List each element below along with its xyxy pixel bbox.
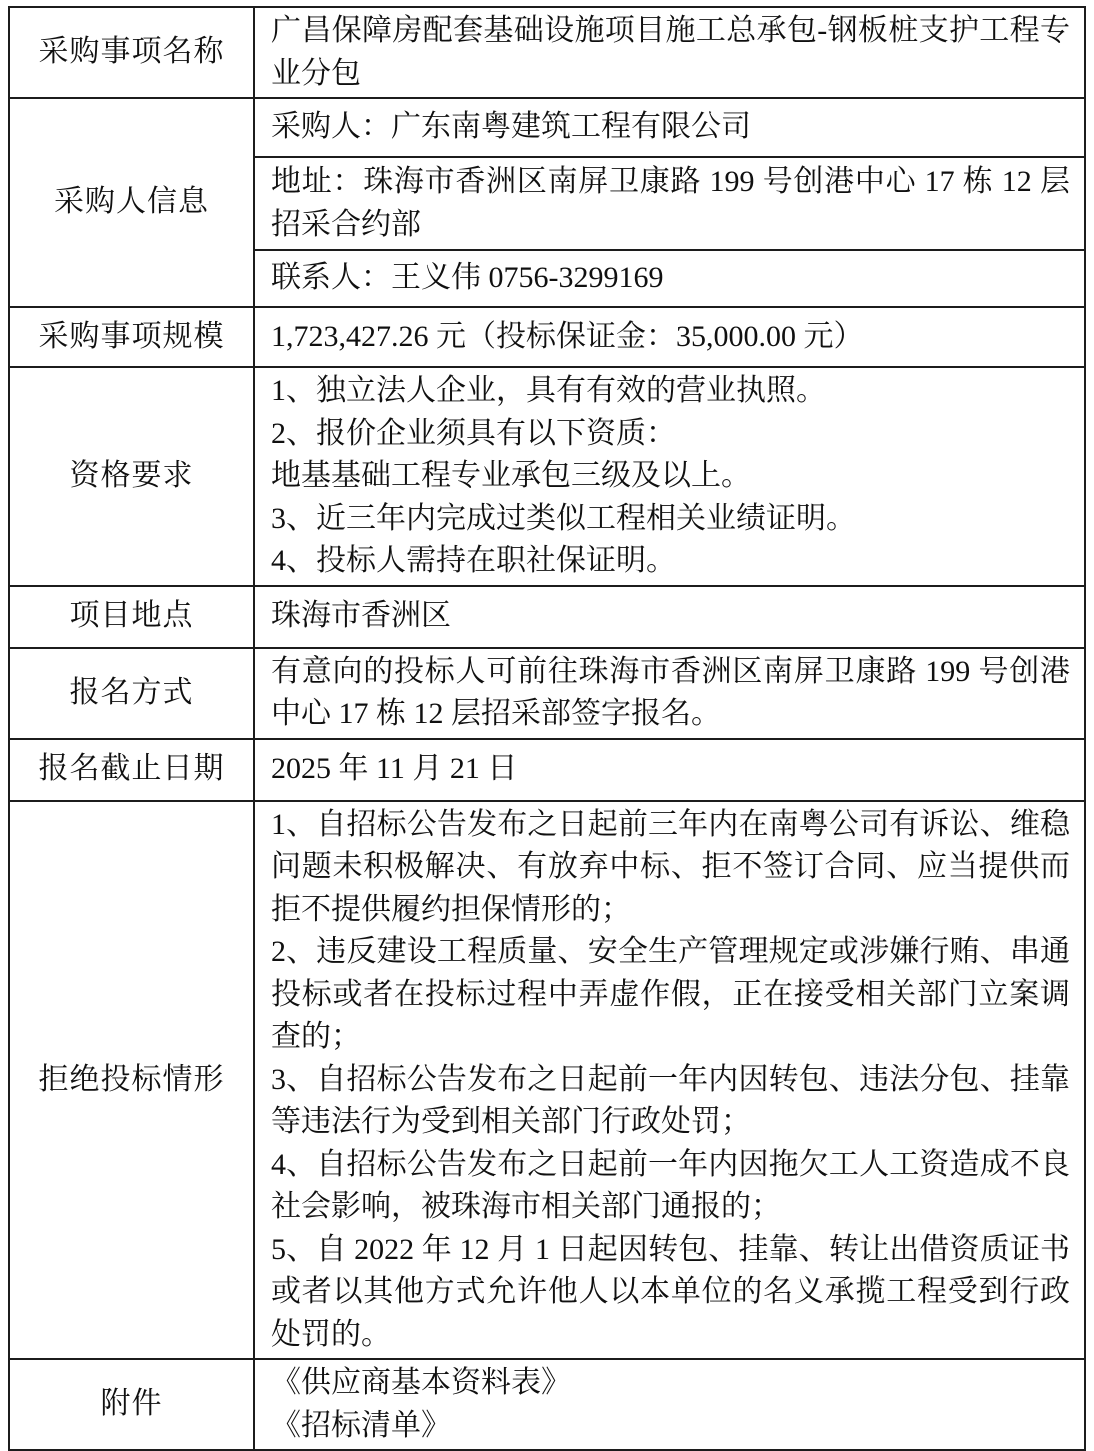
table-row [9, 801, 1085, 1360]
attachment-item: 《招标清单》 [271, 1408, 451, 1442]
row-label-item-name: 采购事项名称 [9, 7, 254, 98]
purchaser-contact-value: 联系人：王义伟 0756-3299169 [254, 250, 1085, 307]
procurement-notice-document [8, 6, 1086, 1451]
purchaser-value: 采购人：广东南粤建筑工程有限公司 [254, 98, 1085, 157]
registration-value: 有意向的投标人可前往珠海市香洲区南屏卫康路 199 号创港中心 17 栋 12 层招采部签字报名。 [254, 648, 1085, 739]
purchaser-address-value: 地址：珠海市香洲区南屏卫康路 199 号创港中心 17 栋 12 层招采合约部 [254, 157, 1085, 250]
table-row [9, 367, 1085, 586]
qualification-item: 2、报价企业须具有以下资质： [271, 416, 676, 450]
rejection-list [254, 801, 1085, 1360]
row-label-location: 项目地点 [9, 586, 254, 648]
row-label-scale: 采购事项规模 [9, 307, 254, 367]
item-name-value: 广昌保障房配套基础设施项目施工总承包-钢板桩支护工程专业分包 [254, 7, 1085, 98]
rejection-item: 5、自 2022 年 12 月 1 日起因转包、挂靠、转让出借资质证书或者以其他方式允许他人以本单位的名义承揽工程受到行政处罚的。 [271, 1232, 1070, 1351]
row-label-purchaser-info: 采购人信息 [9, 98, 254, 307]
qualification-item: 1、独立法人企业，具有有效的营业执照。 [271, 374, 826, 407]
table-row [9, 648, 1085, 739]
scale-value: 1,723,427.26 元（投标保证金：35,000.00 元） [254, 307, 1085, 367]
row-label-attachments: 附件 [9, 1359, 254, 1450]
row-label-rejection: 拒绝投标情形 [9, 801, 254, 1360]
table-row [9, 739, 1085, 801]
rejection-item: 4、自招标公告发布之日起前一年内因拖欠工人工资造成不良社会影响，被珠海市相关部门通报的； [271, 1147, 1070, 1223]
rejection-item: 3、自招标公告发布之日起前一年内因转包、违法分包、挂靠等违法行为受到相关部门行政处罚； [271, 1062, 1070, 1138]
table-row [9, 1359, 1085, 1450]
qualification-item: 4、投标人需持在职社保证明。 [271, 544, 676, 577]
table-row [9, 7, 1085, 98]
row-label-qualifications: 资格要求 [9, 367, 254, 586]
procurement-table [8, 6, 1086, 1451]
row-label-registration: 报名方式 [9, 648, 254, 739]
rejection-item: 2、违反建设工程质量、安全生产管理规定或涉嫌行贿、串通投标或者在投标过程中弄虚作假，正在接受相关部门立案调查的； [271, 935, 1070, 1053]
qualification-item: 地基基础工程专业承包三级及以上。 [271, 459, 751, 492]
deadline-value: 2025 年 11 月 21 日 [254, 739, 1085, 801]
rejection-item: 1、自招标公告发布之日起前三年内在南粤公司有诉讼、维稳问题未积极解决、有放弃中标、拒不签订合同、应当提供而拒不提供履约担保情形的； [271, 807, 1070, 926]
table-row [9, 98, 1085, 157]
row-label-deadline: 报名截止日期 [9, 739, 254, 801]
attachments-list [254, 1359, 1085, 1450]
table-row [9, 586, 1085, 648]
table-row [9, 307, 1085, 367]
location-value: 珠海市香洲区 [254, 586, 1085, 648]
qualifications-list [254, 367, 1085, 586]
qualification-item: 3、近三年内完成过类似工程相关业绩证明。 [271, 501, 856, 535]
attachment-item: 《供应商基本资料表》 [271, 1366, 571, 1399]
